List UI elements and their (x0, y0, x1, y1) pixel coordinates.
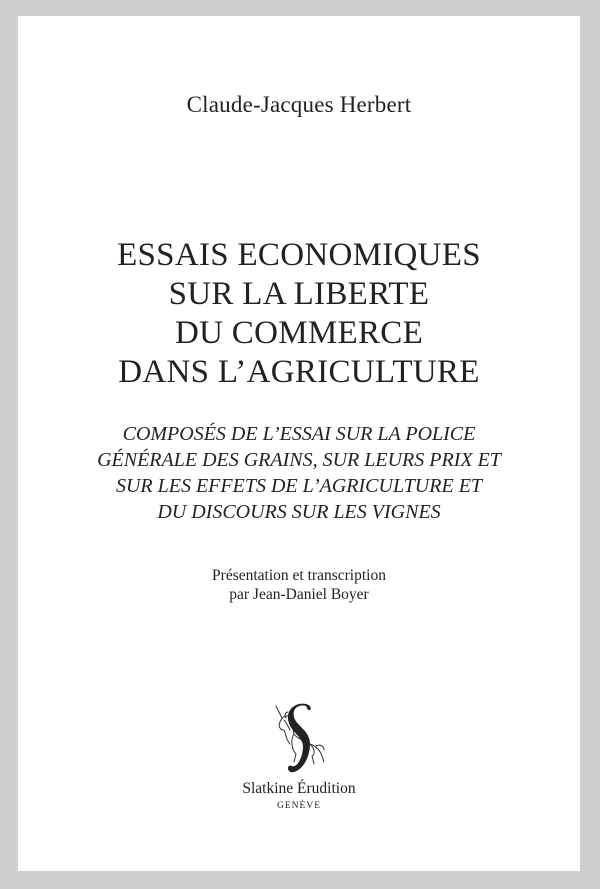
subtitle-line: DU DISCOURS SUR LES VIGNES (157, 501, 441, 523)
subtitle-line: SUR LES EFFETS DE L’AGRICULTURE ET (115, 475, 483, 497)
title-line: DANS L’AGRICULTURE (118, 354, 480, 390)
unicorn-s-logo-icon (272, 700, 328, 778)
title-line: ESSAIS ECONOMIQUES (117, 237, 481, 273)
book-title (18, 236, 580, 392)
publisher-city: GENÈVE (277, 801, 321, 811)
author-name: Claude-Jacques Herbert (186, 92, 412, 117)
subtitle-line: COMPOSÉS DE L’ESSAI SUR LA POLICE (122, 423, 476, 445)
presentation-credit (18, 566, 580, 604)
publisher-name: Slatkine Érudition (242, 780, 356, 797)
presentation-line: Présentation et transcription (212, 567, 386, 584)
book-subtitle (18, 421, 580, 525)
book-cover-page (18, 16, 580, 871)
title-line: SUR LA LIBERTE (168, 276, 430, 312)
title-line: DU COMMERCE (174, 315, 424, 351)
subtitle-line: GÉNÉRALE DES GRAINS, SUR LEURS PRIX ET (97, 449, 501, 471)
presentation-line: par Jean-Daniel Boyer (229, 586, 369, 603)
